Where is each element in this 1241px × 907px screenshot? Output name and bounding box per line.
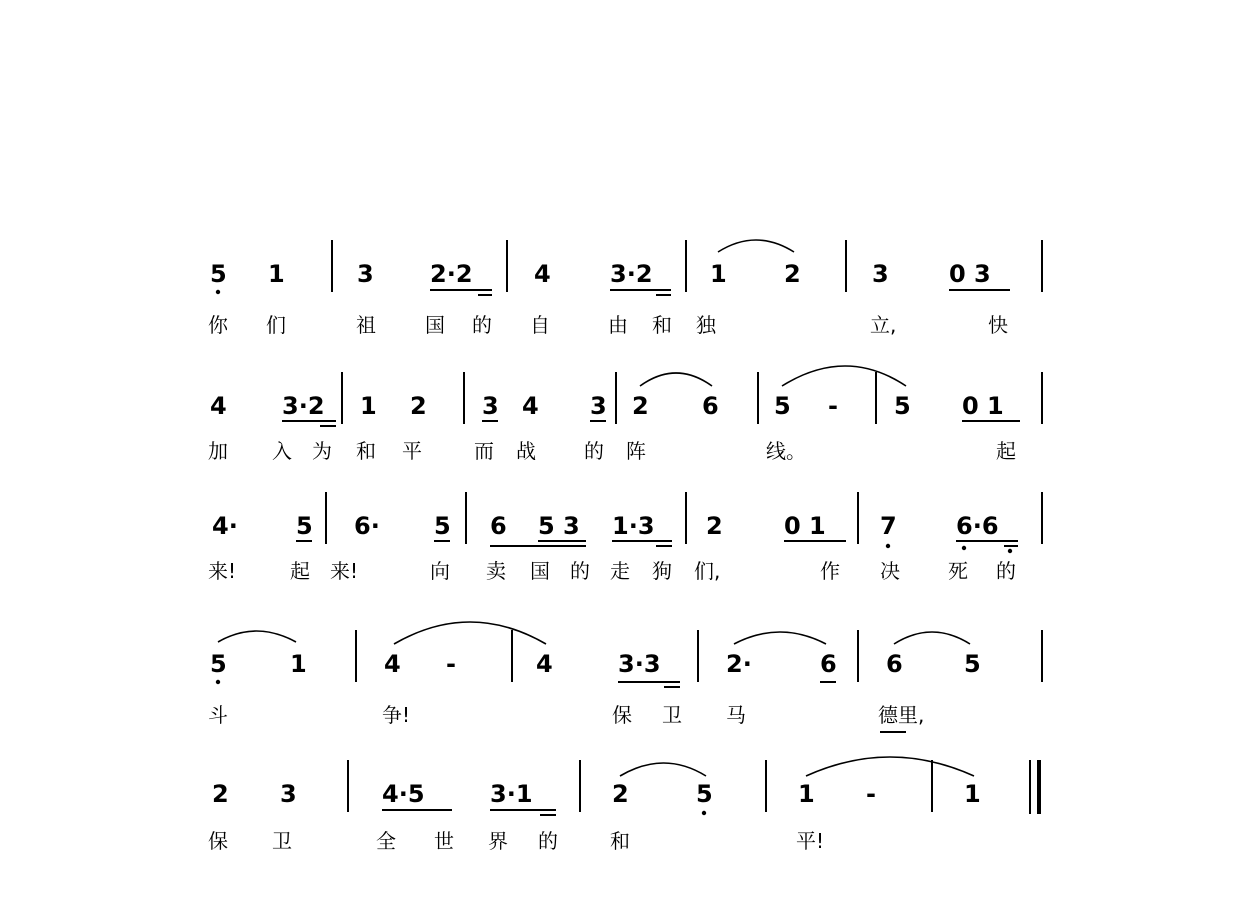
score-row-2	[208, 366, 1042, 463]
note: 5	[894, 392, 911, 420]
low-octave-dot	[962, 546, 966, 550]
lyric: 为	[312, 439, 332, 463]
note: 2	[784, 260, 801, 288]
note: 6	[820, 650, 837, 678]
note: 6	[886, 650, 903, 678]
lyric: 德里,	[878, 703, 925, 727]
lyric: 而	[474, 439, 494, 463]
note: 4	[384, 650, 401, 678]
score-row-3	[208, 492, 1042, 583]
note: 3·3	[618, 650, 661, 678]
lyric: 国	[425, 313, 445, 337]
note: 2	[706, 512, 723, 540]
note: 0 1	[962, 392, 1004, 420]
note: 1	[268, 260, 285, 288]
lyric: 决	[880, 559, 900, 583]
lyric: 平	[402, 439, 422, 463]
lyric: 卫	[662, 703, 682, 727]
lyric: 入	[272, 439, 292, 463]
slur	[894, 632, 970, 644]
lyric: 界	[488, 829, 508, 853]
note: 4	[210, 392, 227, 420]
note: 5	[296, 512, 313, 540]
note: 6·	[354, 512, 380, 540]
lyric: 和	[652, 313, 672, 337]
note: 2·	[726, 650, 752, 678]
lyric: 起	[996, 439, 1016, 463]
lyric: 和	[610, 829, 630, 853]
note: 2	[612, 780, 629, 808]
lyric: 全	[376, 829, 396, 853]
note: 5	[210, 260, 227, 288]
lyric: 走	[610, 559, 630, 583]
lyric: 来!	[330, 559, 359, 583]
slur	[782, 366, 906, 386]
lyric: 的	[996, 559, 1016, 583]
lyric: 国	[530, 559, 550, 583]
note: 5	[434, 512, 451, 540]
note: 5 3	[538, 512, 580, 540]
note: 1	[360, 392, 377, 420]
slur	[718, 240, 794, 252]
lyric: 保	[612, 703, 632, 727]
lyric: 们	[266, 313, 286, 337]
lyric: 作	[820, 559, 840, 583]
note: 6	[490, 512, 507, 540]
low-octave-dot	[702, 811, 706, 815]
low-octave-dot	[216, 680, 220, 684]
note: 1·3	[612, 512, 655, 540]
lyric: 来!	[208, 559, 237, 583]
slur	[734, 632, 826, 644]
lyric: 向	[430, 559, 450, 583]
lyric: 立,	[870, 313, 897, 337]
lyric: 自	[530, 313, 550, 337]
lyric: 由	[608, 313, 628, 337]
lyric: 祖	[356, 313, 376, 337]
lyric: 快	[988, 313, 1008, 337]
note: -	[828, 392, 838, 420]
score-row-4	[208, 622, 1042, 732]
note: 1	[710, 260, 727, 288]
note: 5	[964, 650, 981, 678]
note: 4	[536, 650, 553, 678]
note: 3	[482, 392, 499, 420]
lyric: 争!	[382, 703, 411, 727]
lyric: 保	[208, 829, 228, 853]
note: 4	[534, 260, 551, 288]
lyric: 你	[208, 313, 228, 337]
low-octave-dot	[886, 544, 890, 548]
lyric: 阵	[626, 439, 646, 463]
lyric: 卫	[272, 829, 292, 853]
lyric: 的	[570, 559, 590, 583]
note: 6	[702, 392, 719, 420]
lyric: 的	[538, 829, 558, 853]
note: 4	[522, 392, 539, 420]
lyric: 起	[290, 559, 310, 583]
lyric: 斗	[208, 703, 228, 727]
lyric: 狗	[652, 559, 672, 583]
note: 1	[290, 650, 307, 678]
note: 2	[410, 392, 427, 420]
note: 3	[357, 260, 374, 288]
note: 2	[212, 780, 229, 808]
lyric: 线。	[766, 439, 806, 463]
slur	[640, 373, 712, 386]
note: 2	[632, 392, 649, 420]
lyric: 的	[472, 313, 492, 337]
slur	[218, 631, 296, 642]
note: -	[866, 780, 876, 808]
score-row-1	[208, 240, 1042, 337]
low-octave-dot	[216, 290, 220, 294]
note: 1	[798, 780, 815, 808]
note: -	[446, 650, 456, 678]
lyric: 们,	[694, 559, 721, 583]
note: 4·	[212, 512, 238, 540]
slur	[620, 763, 706, 776]
note: 5	[210, 650, 227, 678]
note: 3·1	[490, 780, 533, 808]
note: 3	[872, 260, 889, 288]
lyric: 加	[208, 439, 228, 463]
note: 4·5	[382, 780, 425, 808]
note: 5	[696, 780, 713, 808]
note: 1	[964, 780, 981, 808]
note: 3	[590, 392, 607, 420]
note: 2·2	[430, 260, 473, 288]
score-row-5	[208, 757, 1039, 853]
note: 3	[280, 780, 297, 808]
note: 3·2	[282, 392, 325, 420]
note: 5	[774, 392, 791, 420]
low-octave-dot	[1008, 549, 1012, 553]
lyric: 平!	[796, 829, 825, 853]
note: 6·6	[956, 512, 999, 540]
lyric: 的	[584, 439, 604, 463]
note: 0 1	[784, 512, 826, 540]
lyric: 和	[356, 439, 376, 463]
note: 3·2	[610, 260, 653, 288]
lyric: 独	[696, 313, 716, 337]
slur	[394, 622, 546, 644]
lyric: 卖	[486, 559, 506, 583]
note: 7	[880, 512, 897, 540]
note: 0 3	[949, 260, 991, 288]
lyric: 战	[516, 439, 536, 463]
lyric: 世	[434, 829, 454, 853]
slur	[806, 757, 974, 776]
lyric: 马	[726, 703, 746, 727]
lyric: 死	[948, 559, 968, 583]
